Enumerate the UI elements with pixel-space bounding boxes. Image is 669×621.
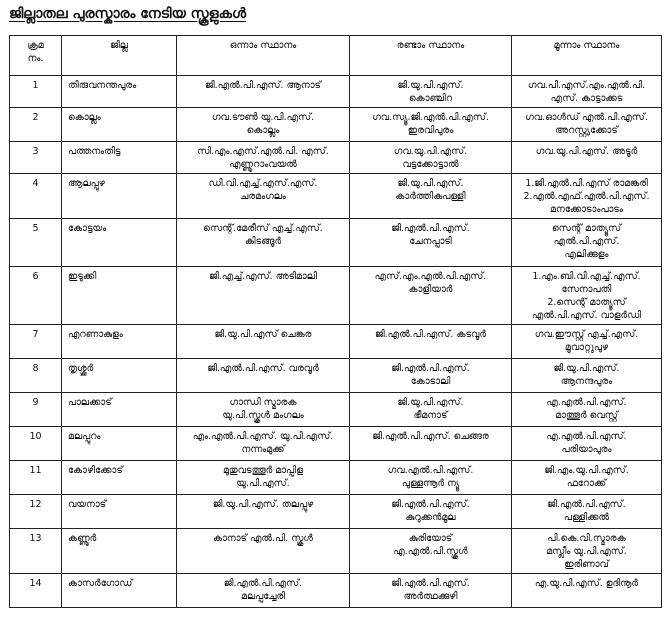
school-name-line: മലപ്പച്ചേരി <box>241 591 285 602</box>
school-name-line: മസ്ലീം യു.പി.എസ്. <box>546 546 627 557</box>
first-place-cell <box>177 461 350 495</box>
school-name-line: അറസ്റ്റ്യക്കോട് <box>555 125 618 136</box>
first-place-cell <box>177 574 350 608</box>
school-name-line: ജി.എൽ.പി.എസ്. <box>391 499 470 510</box>
first-place-cell <box>177 529 350 574</box>
second-place-cell <box>350 359 512 393</box>
second-place-cell <box>350 108 512 142</box>
school-name-line: ഗവ.യു.പി.എസ്. <box>393 146 468 157</box>
school-name-line: പള്ളിക്കൽ <box>563 512 610 523</box>
first-place-cell <box>177 359 350 393</box>
district-cell: വയനാട് <box>62 495 177 529</box>
school-name-line: എം.എൽ.പി.എസ്. യു.പി.എസ്. <box>192 431 334 442</box>
school-name-line: എസ്.എം.എൽ.പി.എസ്. <box>374 271 487 282</box>
school-name-line: ജി.എൽ.പി.എസ്. <box>547 499 626 510</box>
school-name-line: മൂവാറ്റുപുഴ <box>564 342 609 353</box>
third-place-cell <box>512 495 662 529</box>
school-name-line: പുള്ളന്നൂർ ന്യൂ <box>401 478 460 489</box>
table-row <box>10 461 662 495</box>
third-place-cell <box>512 76 662 108</box>
second-place-cell <box>350 219 512 267</box>
district-cell: പത്തനംതിട്ട <box>62 142 177 174</box>
serial-number-cell: 8 <box>10 359 62 393</box>
school-name-line: മനക്കോടാംപാടം <box>550 204 623 215</box>
school-name-line: ഗാന്ധി സ്മാരക <box>229 397 297 408</box>
school-name-line: സി.എം.എസ്.എൽ.പി. എസ്. <box>197 146 329 157</box>
second-place-cell <box>350 495 512 529</box>
school-name-line: ജി.യു.പി.എസ്. തലപ്പുഴ <box>212 499 314 510</box>
third-place-cell <box>512 267 662 325</box>
third-place-cell <box>512 359 662 393</box>
school-name-line: യു.പി.സ്കൂൾ മംഗലം <box>222 410 304 421</box>
school-name-line: വട്ടക്കോട്ടാൽ <box>402 159 459 170</box>
school-name-line: ആനന്ദപുരം <box>560 376 613 387</box>
serial-number-cell: 9 <box>10 393 62 427</box>
school-name-line: മുതുവടത്തൂർ മാപ്പിള <box>222 465 304 476</box>
third-place-cell <box>512 142 662 174</box>
third-place-cell <box>512 174 662 219</box>
district-cell: പാലക്കാട് <box>62 393 177 427</box>
table-row <box>10 219 662 267</box>
header-first-place: ഒന്നാം സ്ഥാനം <box>177 36 350 76</box>
first-place-cell <box>177 325 350 359</box>
school-name-line: 1.ജി.എൽ.പി.എസ് രാമങ്കരി <box>525 178 648 189</box>
table-row <box>10 495 662 529</box>
second-place-cell <box>350 142 512 174</box>
table-row <box>10 529 662 574</box>
school-name-line: ജി.എൽ.പി.എസ്. <box>391 363 470 374</box>
school-name-line: ജി.എൽ.പി.എസ്. <box>391 578 470 589</box>
school-name-line: ഡി.വി.എച്ച്.എസ്.എസ്. <box>208 178 318 189</box>
first-place-cell <box>177 267 350 325</box>
school-name-line: യു.പി.എസ്. <box>236 478 290 489</box>
second-place-cell <box>350 267 512 325</box>
table-row <box>10 142 662 174</box>
district-cell: തൃശ്ശൂർ <box>62 359 177 393</box>
second-place-cell <box>350 393 512 427</box>
school-name-line: ഭീമനാട് <box>413 410 448 421</box>
school-name-line: ജി.എച്ച്.എസ്. അടിമാലി <box>209 271 317 282</box>
second-place-cell <box>350 76 512 108</box>
second-place-cell <box>350 325 512 359</box>
awards-table <box>9 35 662 608</box>
school-name-line: ഫറോക്ക് <box>566 478 607 489</box>
school-name-line: ചേനപ്പാടി <box>409 236 452 247</box>
school-name-line: കാനാട് എൽ.പി. സ്കൂൾ <box>213 533 313 544</box>
district-cell: മലപ്പുറം <box>62 427 177 461</box>
first-place-cell <box>177 427 350 461</box>
district-cell: ഇടുക്കി <box>62 267 177 325</box>
first-place-cell <box>177 76 350 108</box>
school-name-line: കുറുക്കൻമൂല <box>405 512 456 523</box>
second-place-cell <box>350 427 512 461</box>
district-cell: കണ്ണൂർ <box>62 529 177 574</box>
first-place-cell <box>177 108 350 142</box>
table-row <box>10 427 662 461</box>
page-title: ജില്ലാതല പുരസ്കാരം നേടിയ സ്കൂളുകൾ <box>9 6 247 22</box>
school-name-line: ഇരിണാവ് <box>564 559 609 570</box>
serial-number-cell: 3 <box>10 142 62 174</box>
first-place-cell <box>177 495 350 529</box>
second-place-cell <box>350 461 512 495</box>
second-place-cell <box>350 574 512 608</box>
first-place-cell <box>177 219 350 267</box>
second-place-cell <box>350 174 512 219</box>
header-second-place: രണ്ടാം സ്ഥാനം <box>350 36 512 76</box>
school-name-line: കാർത്തികപള്ളി <box>395 191 466 202</box>
school-name-line: പി.കെ.വി.സ്മാരക <box>547 533 626 544</box>
serial-number-cell: 2 <box>10 108 62 142</box>
school-name-line: ജി.യു.പി.എസ്. <box>553 363 620 374</box>
table-row <box>10 267 662 325</box>
school-name-line: എൽ.പി.എസ്. <box>553 236 620 247</box>
school-name-line: ജി.യു.പി.എസ് ചെങ്കര <box>214 329 312 340</box>
school-name-line: ജി.യു.പി.എസ്. <box>397 178 464 189</box>
school-name-line: ഗവ.പി.എസ്.എം.എൽ.പി. <box>527 80 646 91</box>
school-name-line: എ.എൽ.പി.സ്കൂൾ <box>393 546 468 557</box>
school-name-line: നന്നംമുക്ക് <box>241 444 285 455</box>
school-name-line: ജി.എൽ.പി.എസ്. ആനാട് <box>205 80 321 91</box>
serial-number-cell: 1 <box>10 76 62 108</box>
school-name-line: ജി.യു.പി.എസ്. <box>397 397 464 408</box>
third-place-cell <box>512 461 662 495</box>
school-name-line: എണ്ണൂറാംവയൽ <box>229 159 297 170</box>
school-name-line: ഗവ.എൽ.പി.എസ്. <box>387 465 474 476</box>
table-body <box>10 76 662 608</box>
serial-number-cell: 5 <box>10 219 62 267</box>
serial-number-cell: 6 <box>10 267 62 325</box>
school-name-line: ജി.എൽ.പി.എസ്. <box>223 578 303 589</box>
school-name-line: ജി.എൽ.പി.എസ്. ചെങ്ങര <box>372 431 489 442</box>
school-name-line: ഗവ.ടൗൺ യു.പി.എസ്. <box>211 112 315 123</box>
serial-number-cell: 14 <box>10 574 62 608</box>
district-cell: ആലപ്പുഴ <box>62 174 177 219</box>
header-serial-number: ക്രമ നം. <box>10 36 62 76</box>
school-name-line: മാത്തൂർ വെസ്റ്റ് <box>555 410 618 421</box>
district-cell: തിരുവനന്തപുരം <box>62 76 177 108</box>
school-name-line: എലിക്കുളം <box>564 249 609 260</box>
school-name-line: സെന്റ് മാത്യൂസ് <box>551 223 622 234</box>
school-name-line: കൊല്ലം <box>246 125 280 136</box>
school-name-line: 1.എം.ബി.വി.എച്ച്.എസ്. <box>532 271 641 282</box>
third-place-cell <box>512 393 662 427</box>
school-name-line: കുരിയോട് <box>408 533 453 544</box>
table-row <box>10 393 662 427</box>
third-place-cell <box>512 108 662 142</box>
third-place-cell <box>512 219 662 267</box>
table-row <box>10 574 662 608</box>
second-place-cell <box>350 529 512 574</box>
district-cell: കാസർഗോഡ് <box>62 574 177 608</box>
header-district: ജില്ല <box>62 36 177 76</box>
district-cell: എറണാകുളം <box>62 325 177 359</box>
school-name-line: കിടങ്ങൂർ <box>244 236 282 247</box>
serial-number-cell: 12 <box>10 495 62 529</box>
table-row <box>10 76 662 108</box>
school-name-line: ഗവ.ഈസ്റ്റ് എച്ച്.എസ്. <box>534 329 639 340</box>
school-name-line: 2.എൽ.എഫ്.എൽ.പി.എസ്. <box>523 191 650 202</box>
district-cell: കൊല്ലം <box>62 108 177 142</box>
school-name-line: ചരമംഗലം <box>240 191 286 202</box>
school-name-line: സേനാപതി <box>561 284 612 295</box>
school-name-line: എസ്. കാട്ടാക്കട <box>550 93 623 104</box>
school-name-line: കൊഞ്ചിറ <box>408 93 453 104</box>
school-name-line: ജി.എൽ.പി.എസ്. കടവൂർ <box>374 329 487 340</box>
school-name-line: കോടാലി <box>410 376 451 387</box>
first-place-cell <box>177 174 350 219</box>
school-name-line: 2.സെന്റ് മാത്യൂസ് <box>547 297 626 308</box>
table-row <box>10 174 662 219</box>
school-name-line: ജി.എൽ.പി.എസ്. <box>391 223 470 234</box>
school-name-line: എ.യു.പി.എസ്. ഉദിനൂർ <box>534 578 639 589</box>
school-name-line: എ.എൽ.പി.എസ്. <box>546 431 627 442</box>
school-name-line: ഗവ.സ്യൂ.ജി.എൽ.പി.എസ്. <box>372 112 489 123</box>
third-place-cell <box>512 529 662 574</box>
serial-number-cell: 4 <box>10 174 62 219</box>
header-third-place: മൂന്നാം സ്ഥാനം <box>512 36 662 76</box>
first-place-cell <box>177 393 350 427</box>
table-row <box>10 325 662 359</box>
table-row <box>10 359 662 393</box>
third-place-cell <box>512 427 662 461</box>
school-name-line: ജി.എൽ.പി.എസ്. വരവൂർ <box>207 363 319 374</box>
third-place-cell <box>512 574 662 608</box>
school-name-line: ജി.യു.പി.എസ്. <box>397 80 464 91</box>
serial-number-cell: 13 <box>10 529 62 574</box>
school-name-line: എ.എൽ.പി.എസ്. <box>546 397 627 408</box>
header-row <box>10 36 662 76</box>
serial-number-cell: 10 <box>10 427 62 461</box>
school-name-line: എൽ.പി.എസ്. വാളർഡി <box>531 310 642 321</box>
school-name-line: ഗവ.ഓൾഡ് എൽ.പി.എസ്. <box>525 112 648 123</box>
third-place-cell <box>512 325 662 359</box>
school-name-line: അർത്ഥക്കുഴി <box>403 591 458 602</box>
table-row <box>10 108 662 142</box>
serial-number-cell: 11 <box>10 461 62 495</box>
serial-number-cell: 7 <box>10 325 62 359</box>
school-name-line: സെന്റ്.മേരീസ് എച്ച്.എസ്. <box>203 223 323 234</box>
district-cell: കോട്ടയം <box>62 219 177 267</box>
school-name-line: കാളിയാർ <box>408 284 453 295</box>
school-name-line: ജി.എം.യു.പി.എസ്. <box>544 465 629 476</box>
school-name-line: ഗവ.യു.പി.എസ്. അടൂർ <box>535 146 638 157</box>
first-place-cell <box>177 142 350 174</box>
school-name-line: ഇരവിപുരം <box>407 125 454 136</box>
district-cell: കോഴിക്കോട് <box>62 461 177 495</box>
school-name-line: പരിയാപുരം <box>561 444 612 455</box>
